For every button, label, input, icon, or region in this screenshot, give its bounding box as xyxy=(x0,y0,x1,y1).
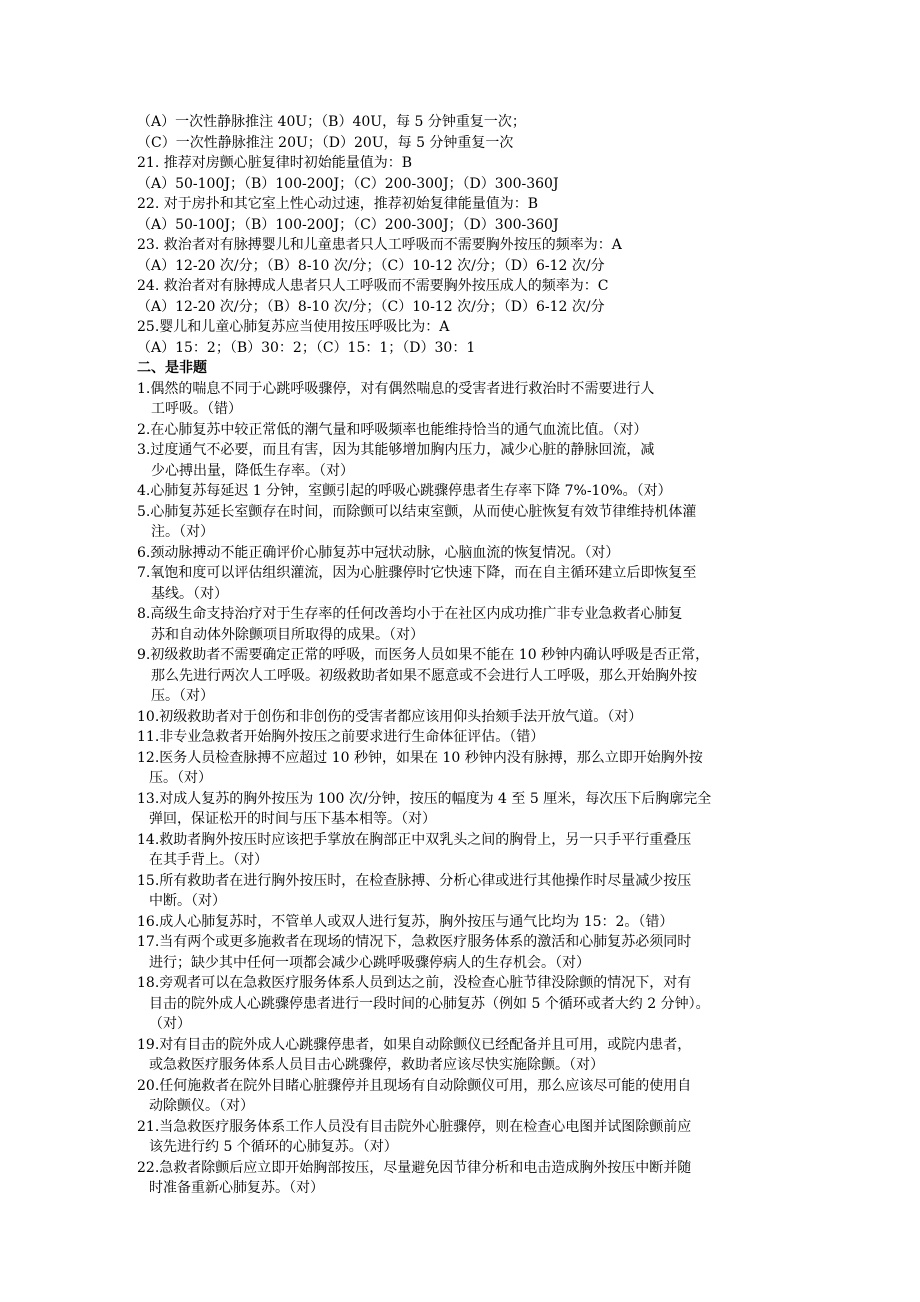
true-false-section xyxy=(137,379,797,1199)
tf-question xyxy=(137,502,797,543)
tf-question xyxy=(137,481,797,502)
tf-question-line: 14.救助者胸外按压时应该把手掌放在胸部正中双乳头之间的胸骨上，另一只手平行重叠压 xyxy=(137,831,692,848)
tf-question-line: 基线。（对） xyxy=(151,585,228,602)
mc-line: （A）50-100J；（B）100-200J；（C）200-300J；（D）300-360J xyxy=(137,175,559,192)
tf-question xyxy=(137,789,797,830)
tf-question-line: 11.非专业急救者开始胸外按压之前要求进行生命体征评估。（错） xyxy=(137,729,545,745)
tf-question-line: 12.医务人员检查脉搏不应超过 10 秒钟，如果在 10 秒钟内没有脉搏，那么立即开始胸外按 xyxy=(137,749,703,766)
document-body xyxy=(137,112,797,1199)
tf-question-line: 6.颈动脉搏动不能正确评价心肺复苏中冠状动脉，心脑血流的恢复情况。（对） xyxy=(137,544,620,561)
tf-question-line: （对） xyxy=(149,1016,191,1032)
tf-question xyxy=(137,440,797,481)
mc-line: （A）15：2；（B）30：2；（C）15：1；（D）30：1 xyxy=(137,339,476,356)
tf-question-line: 工呼吸。（错） xyxy=(151,401,242,417)
mc-line: 23. 救治者对有脉搏婴儿和儿童患者只人工呼吸而不需要胸外按压的频率为：A xyxy=(137,237,622,253)
mc-line: （A）一次性静脉推注 40U；（B）40U，每 5 分钟重复一次； xyxy=(137,114,526,130)
mc-line: 21. 推荐对房颤心脏复律时初始能量值为：B xyxy=(137,155,413,171)
tf-question xyxy=(137,1076,797,1117)
mc-line: 25.婴儿和儿童心肺复苏应当使用按压呼吸比为：A xyxy=(137,319,450,335)
tf-question-line: 少心搏出量，降低生存率。（对） xyxy=(151,462,354,479)
tf-question-line: 动除颤仪。（对） xyxy=(149,1098,254,1114)
tf-question xyxy=(137,1117,797,1158)
tf-question-line: 5.心肺复苏延长室颤存在时间，而除颤可以结束室颤，从而使心脏恢复有效节律维持机体灌 xyxy=(137,503,697,520)
tf-question-line: 8.高级生命支持治疗对于生存率的任何改善均小于在社区内成功推广非专业急救者心肺复 xyxy=(137,606,683,622)
tf-question xyxy=(137,830,797,871)
tf-question xyxy=(137,604,797,645)
mc-line: 22. 对于房扑和其它室上性心动过速，推荐初始复律能量值为：B xyxy=(137,196,539,212)
multiple-choice-section xyxy=(137,112,797,358)
tf-question-line: 13.对成人复苏的胸外按压为 100 次/分钟，按压的幅度为 4 至 5 厘米，每次压下后胸廓完全 xyxy=(137,790,712,807)
tf-question-line: 15.所有救助者在进行胸外按压时，在检查脉搏、分析心律或进行其他操作时尽量减少按压 xyxy=(137,872,692,889)
tf-question-line: 19.对有目击的院外成人心跳骤停患者，如果自动除颤仪已经配备并且可用，或院内患者， xyxy=(137,1036,692,1053)
tf-question xyxy=(137,973,797,1035)
tf-question-line: 压。（对） xyxy=(151,688,214,704)
tf-question-line: 16.成人心肺复苏时，不管单人或双人进行复苏，胸外按压与通气比均为 15：2。（错） xyxy=(137,913,674,930)
tf-question-line: 3.过度通气不必要，而且有害，因为其能够增加胸内压力，减少心脏的静脉回流，减 xyxy=(137,442,655,458)
tf-question-line: 压。（对） xyxy=(149,770,212,786)
tf-question-line: 中断。（对） xyxy=(149,893,226,909)
mc-line: 24. 救治者对有脉搏成人患者只人工呼吸而不需要胸外按压成人的频率为：C xyxy=(137,278,609,294)
mc-line: （C）一次性静脉推注 20U；（D）20U，每 5 分钟重复一次 xyxy=(137,134,514,151)
tf-question-line: 苏和自动体外除颤项目所取得的成果。（对） xyxy=(151,626,424,643)
tf-question xyxy=(137,871,797,912)
tf-question-line: 或急救医疗服务体系人员目击心跳骤停，救助者应该尽快实施除颤。（对） xyxy=(149,1057,604,1073)
tf-question-line: 2.在心肺复苏中较正常低的潮气量和呼吸频率也能维持恰当的通气血流比值。（对） xyxy=(137,421,648,438)
tf-question-line: 进行；缺少其中任何一项都会减少心跳呼吸骤停病人的生存机会。（对） xyxy=(149,954,590,971)
tf-question xyxy=(137,645,797,707)
tf-question xyxy=(137,707,797,728)
tf-question-line: 21.当急救医疗服务体系工作人员没有目击院外心脏骤停，则在检查心电图并试图除颤前应 xyxy=(137,1118,692,1135)
tf-question xyxy=(137,379,797,420)
tf-question-line: 弹回，保证松开的时间与压下基本相等。（对） xyxy=(149,811,436,827)
tf-question xyxy=(137,1158,797,1199)
tf-question xyxy=(137,912,797,933)
tf-question-line: 4.心肺复苏每延迟 1 分钟，室颤引起的呼吸心跳骤停患者生存率下降 7%-10%。（对） xyxy=(137,483,672,499)
tf-question xyxy=(137,748,797,789)
tf-question-line: 9.初级救助者不需要确定正常的呼吸，而医务人员如果不能在 10 秒钟内确认呼吸是否正常， xyxy=(137,647,710,663)
section-heading: 二、是非题 xyxy=(137,360,207,376)
tf-question-line: 7.氧饱和度可以评估组织灌流，因为心脏骤停时它快速下降，而在自主循环建立后即恢复至 xyxy=(137,565,697,581)
tf-question-line: 18.旁观者可以在急救医疗服务体系人员到达之前，没检查心脏节律没除颤的情况下，对有 xyxy=(137,975,692,991)
tf-question xyxy=(137,1035,797,1076)
mc-line: （A）50-100J；（B）100-200J；（C）200-300J；（D）300-360J xyxy=(137,216,559,233)
tf-question-line: 20.任何施救者在院外目睹心脏骤停并且现场有自动除颤仪可用，那么应该尽可能的使用自 xyxy=(137,1077,692,1094)
tf-question-line: 22.急救者除颤后应立即开始胸部按压，尽量避免因节律分析和电击造成胸外按压中断并随 xyxy=(137,1159,692,1176)
tf-question-line: 该先进行约 5 个循环的心肺复苏。（对） xyxy=(149,1139,398,1155)
tf-question-line: 注。（对） xyxy=(151,524,214,540)
tf-question-line: 1.偶然的喘息不同于心跳呼吸骤停，对有偶然喘息的受害者进行救治时不需要进行人 xyxy=(137,380,655,397)
tf-question xyxy=(137,727,797,748)
tf-question-line: 那么先进行两次人工呼吸。初级救助者如果不愿意或不会进行人工呼吸，那么开始胸外按 xyxy=(151,667,697,684)
tf-question xyxy=(137,420,797,441)
tf-question-line: 时准备重新心肺复苏。（对） xyxy=(149,1180,324,1196)
tf-question xyxy=(137,932,797,973)
tf-question-line: 目击的院外成人心跳骤停患者进行一段时间的心肺复苏（例如 5 个循环或者大约 2 分钟）。 xyxy=(149,995,710,1012)
tf-question xyxy=(137,543,797,564)
mc-line: （A）12-20 次/分；（B）8-10 次/分；（C）10-12 次/分；（D）6-12 次/分 xyxy=(137,257,605,274)
tf-question xyxy=(137,563,797,604)
tf-question-line: 在其手背上。（对） xyxy=(149,852,268,868)
tf-question-line: 17.当有两个或更多施救者在现场的情况下，急救医疗服务体系的激活和心肺复苏必须同时 xyxy=(137,934,692,950)
mc-line: （A）12-20 次/分；（B）8-10 次/分；（C）10-12 次/分；（D）6-12 次/分 xyxy=(137,298,605,315)
tf-question-line: 10.初级救助者对于创伤和非创伤的受害者都应该用仰头抬颏手法开放气道。（对） xyxy=(137,708,643,725)
